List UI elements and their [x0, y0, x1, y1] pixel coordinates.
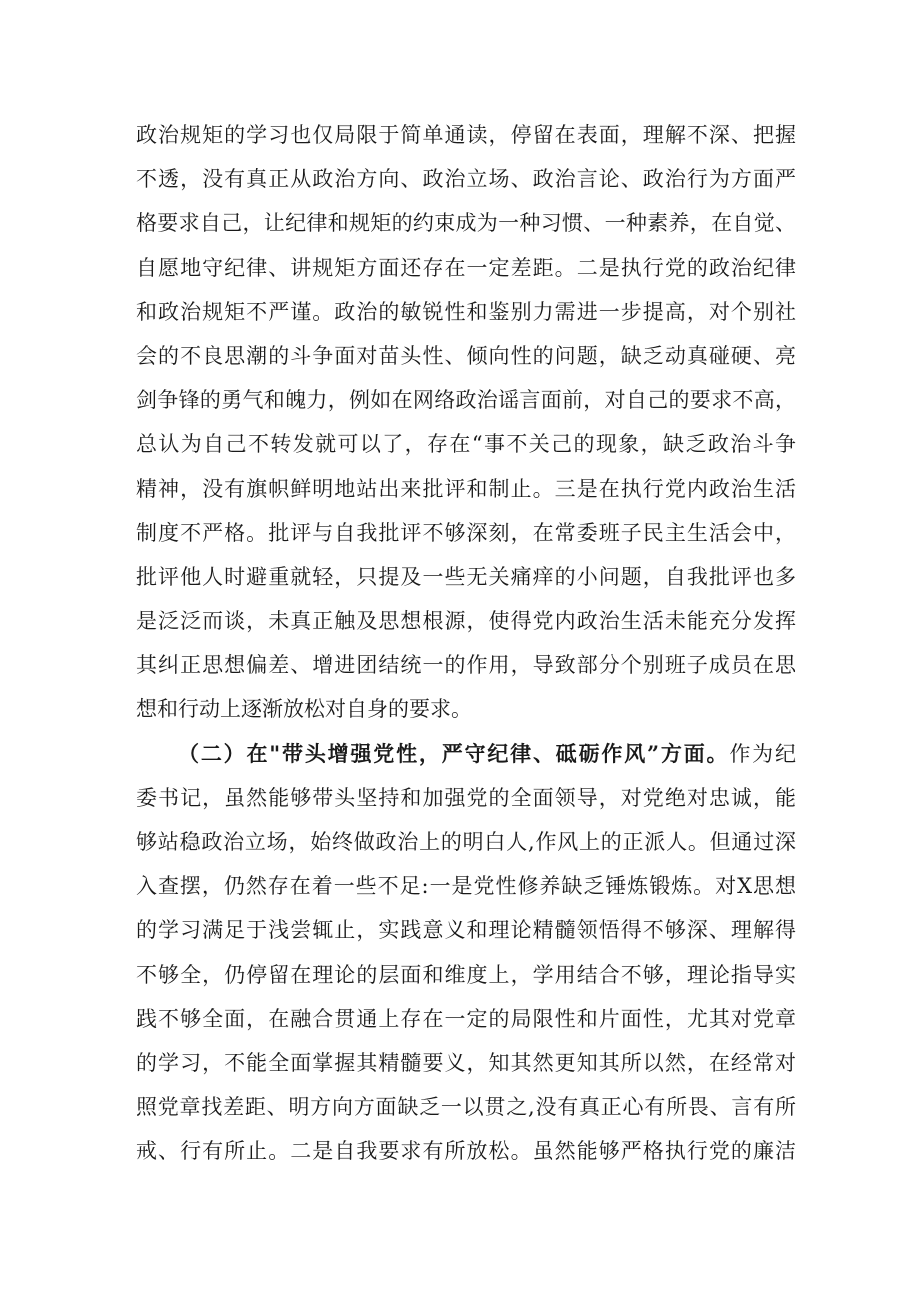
text-line: 制度不严格。批评与自我批评不够深刻，在常委班子民主生活会中， [136, 520, 796, 545]
heading-continuation: 作为纪 [729, 741, 796, 766]
section-heading: （二）在"带头增强党性，严守纪律、砥砺作风”方面。 [178, 740, 730, 766]
text-line: 会的不良思潮的斗争面对苗头性、倾向性的问题，缺乏动真碰硬、亮 [136, 343, 796, 368]
text-line: 照党章找差距、明方向方面缺乏一以贯之,没有真正心有所畏、言有所 [136, 1095, 796, 1120]
text-line: 精神，没有旗帜鲜明地站出来批评和制止。三是在执行党内政治生活 [136, 476, 796, 501]
text-line: 政治规矩的学习也仅局限于简单通读，停留在表面，理解不深、把握 [136, 123, 796, 147]
text-line: 入查摆，仍然存在着一些不足:一是党性修养缺乏锤炼锻炼。对X思想 [136, 874, 796, 899]
paragraph-2 [136, 732, 796, 1174]
text-line: 够站稳政治立场，始终做政治上的明白人,作风上的正派人。但通过深 [136, 830, 796, 854]
document-body [136, 113, 796, 1174]
text-line: 批评他人时避重就轻，只提及一些无关痛痒的小问题，自我批评也多 [136, 564, 796, 589]
text-line: 戒、行有所止。二是自我要求有所放松。虽然能够严格执行党的廉洁 [136, 1139, 796, 1164]
text-line: 总认为自己不转发就可以了，存在“事不关己的现象，缺乏政治斗争 [136, 432, 796, 457]
text-line: 的学习满足于浅尝辄止，实践意义和理论精髓领悟得不够深、理解得 [136, 918, 796, 943]
text-line [136, 732, 796, 776]
text-line: 是泛泛而谈，未真正触及思想根源，使得党内政治生活未能充分发挥 [136, 609, 796, 634]
text-line: 自愿地守纪律、讲规矩方面还存在一定差距。二是执行党的政治纪律 [136, 255, 796, 280]
text-line: 剑争锋的勇气和魄力，例如在网络政治谣言面前，对自己的要求不高， [136, 388, 796, 413]
text-line: 其纠正思想偏差、增进团结统一的作用，导致部分个别班子成员在思 [136, 653, 796, 678]
text-line: 践不够全面，在融合贯通上存在一定的局限性和片面性，尤其对党章 [136, 1006, 796, 1031]
text-line: 和政治规矩不严谨。政治的敏锐性和鉴别力需进一步提高，对个别社 [136, 299, 796, 324]
text-line: 格要求自己，让纪律和规矩的约束成为一种习惯、一种素养，在自觉、 [136, 211, 796, 236]
text-line: 想和行动上逐渐放松对自身的要求。 [136, 697, 472, 722]
text-line: 不透，没有真正从政治方向、政治立场、政治言论、政治行为方面严 [136, 167, 796, 192]
text-line: 不够全，仍停留在理论的层面和维度上，学用结合不够，理论指导实 [136, 962, 796, 987]
paragraph-1 [136, 113, 796, 732]
text-line: 委书记，虽然能够带头坚持和加强党的全面领导，对党绝对忠诚，能 [136, 785, 796, 810]
text-line: 的学习，不能全面掌握其精髓要义，知其然更知其所以然，在经常对 [136, 1050, 796, 1075]
